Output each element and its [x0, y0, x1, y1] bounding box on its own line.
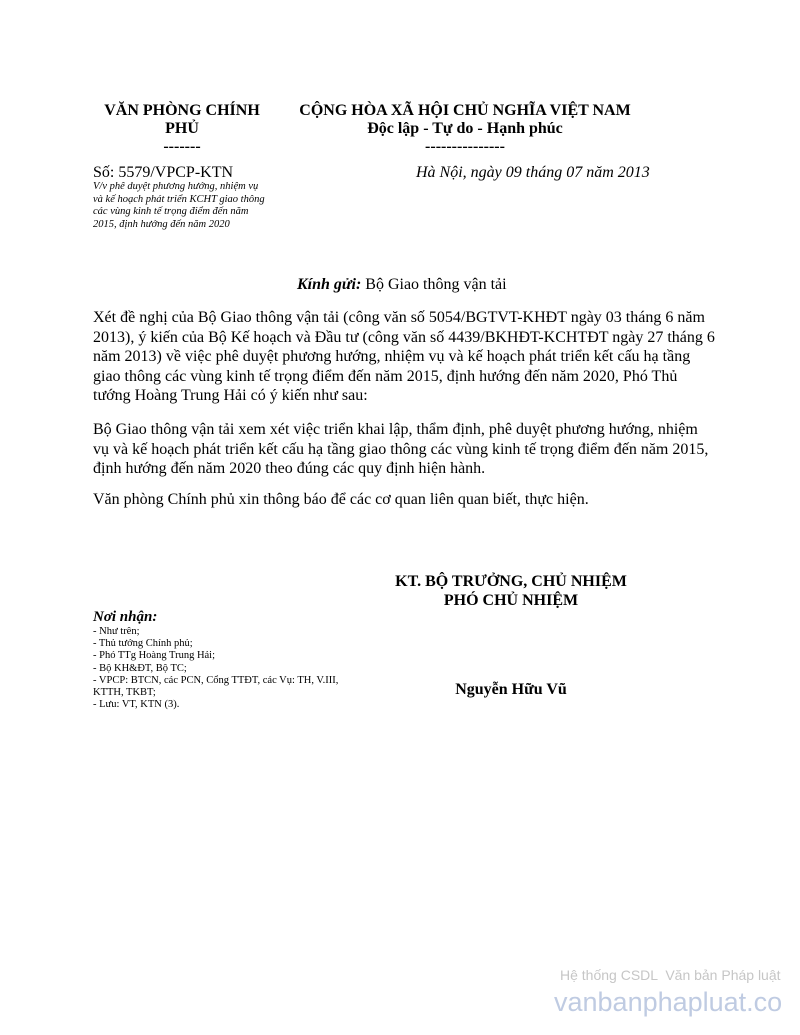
paragraph-line: định hướng đến năm 2020 theo đúng các quy định hiện hành. [93, 460, 486, 477]
body-paragraph [93, 490, 589, 510]
recipient [297, 276, 507, 294]
paragraph-line: tướng Hoàng Trung Hải có ý kiến như sau: [93, 387, 368, 404]
paragraph-line: 2013), ý kiến của Bộ Kế hoạch và Đầu tư (công văn số 4439/BKHĐT-KCHTĐT ngày 27 tháng 6 [93, 328, 715, 346]
signing-authority: KT. BỘ TRƯỞNG, CHỦ NHIỆM [395, 573, 627, 590]
signer-title: PHÓ CHỦ NHIỆM [443, 592, 579, 609]
subject-line: các vùng kinh tế trọng điểm đến năm [93, 206, 249, 218]
distribution-list [93, 626, 338, 711]
paragraph-line: giao thông các vùng kinh tế trọng điểm đến năm 2015, định hướng đến năm 2020, Phó Thủ [93, 367, 678, 385]
agency-name-line: PHỦ [165, 120, 199, 137]
distribution-item: - Thủ tướng Chính phủ; [93, 638, 193, 650]
distribution-item: - Lưu: VT, KTN (3). [93, 699, 180, 711]
nation-name: CỘNG HÒA XÃ HỘI CHỦ NGHĨA VIỆT NAM [299, 102, 631, 119]
recipient-label: Kính gửi: [297, 276, 362, 293]
paragraph-line: Bộ Giao thông vận tải xem xét việc triển khai lập, thẩm định, phê duyệt phương hướng, nhiệm [93, 421, 698, 438]
document-number: Số: 5579/VPCP-KTN [93, 164, 234, 181]
distribution-item: - VPCP: BTCN, các PCN, Cổng TTĐT, các Vụ: TH, V.III, [93, 674, 339, 686]
document-subject [93, 181, 265, 232]
recipient-name: Bộ Giao thông vận tải [365, 276, 507, 293]
signature-block [351, 572, 671, 610]
body-paragraph [93, 308, 715, 406]
agency-header [82, 102, 282, 156]
watermark-caption: Hệ thống CSDL Văn bản Pháp luật [560, 967, 781, 983]
signer-name: Nguyễn Hữu Vũ [455, 681, 567, 698]
paragraph-line: năm 2013) về việc phê duyệt phương hướng, nhiệm vụ và kế hoạch phát triển kết cấu hạ tầng [93, 348, 691, 365]
paragraph-line: Xét đề nghị của Bộ Giao thông vận tải (công văn số 5054/BGTVT-KHĐT ngày 03 tháng 6 năm [93, 309, 705, 326]
distribution-item: KTTH, TKBT; [93, 687, 156, 699]
body-paragraph [93, 420, 708, 479]
distribution-item: - Như trên; [93, 626, 140, 637]
paragraph-line: vụ và kế hoạch phát triển kết cấu hạ tầng giao thông các vùng kinh tế trọng điểm đến năm 2015, [93, 440, 709, 458]
subject-line: 2015, định hướng đến năm 2020 [93, 219, 230, 231]
national-motto: Độc lập - Tự do - Hạnh phúc [367, 120, 563, 137]
subject-line: và kế hoạch phát triển KCHT giao thông [93, 193, 265, 205]
place-and-date: Hà Nội, ngày 09 tháng 07 năm 2013 [416, 164, 650, 181]
distribution-item: - Phó TTg Hoàng Trung Hải; [93, 650, 216, 662]
watermark-site: vanbanphapluat.co [554, 987, 783, 1017]
agency-name-line: VĂN PHÒNG CHÍNH [104, 102, 260, 119]
agency-rule: ------- [163, 138, 201, 155]
subject-line: V/v phê duyệt phương hướng, nhiệm vụ [93, 181, 259, 192]
distribution-item: - Bộ KH&ĐT, Bộ TC; [93, 662, 187, 674]
distribution-heading: Nơi nhận: [93, 609, 158, 625]
paragraph-line: Văn phòng Chính phủ xin thông báo để các cơ quan liên quan biết, thực hiện. [93, 491, 589, 508]
motto-rule: --------------- [425, 138, 505, 155]
national-header [265, 102, 665, 156]
